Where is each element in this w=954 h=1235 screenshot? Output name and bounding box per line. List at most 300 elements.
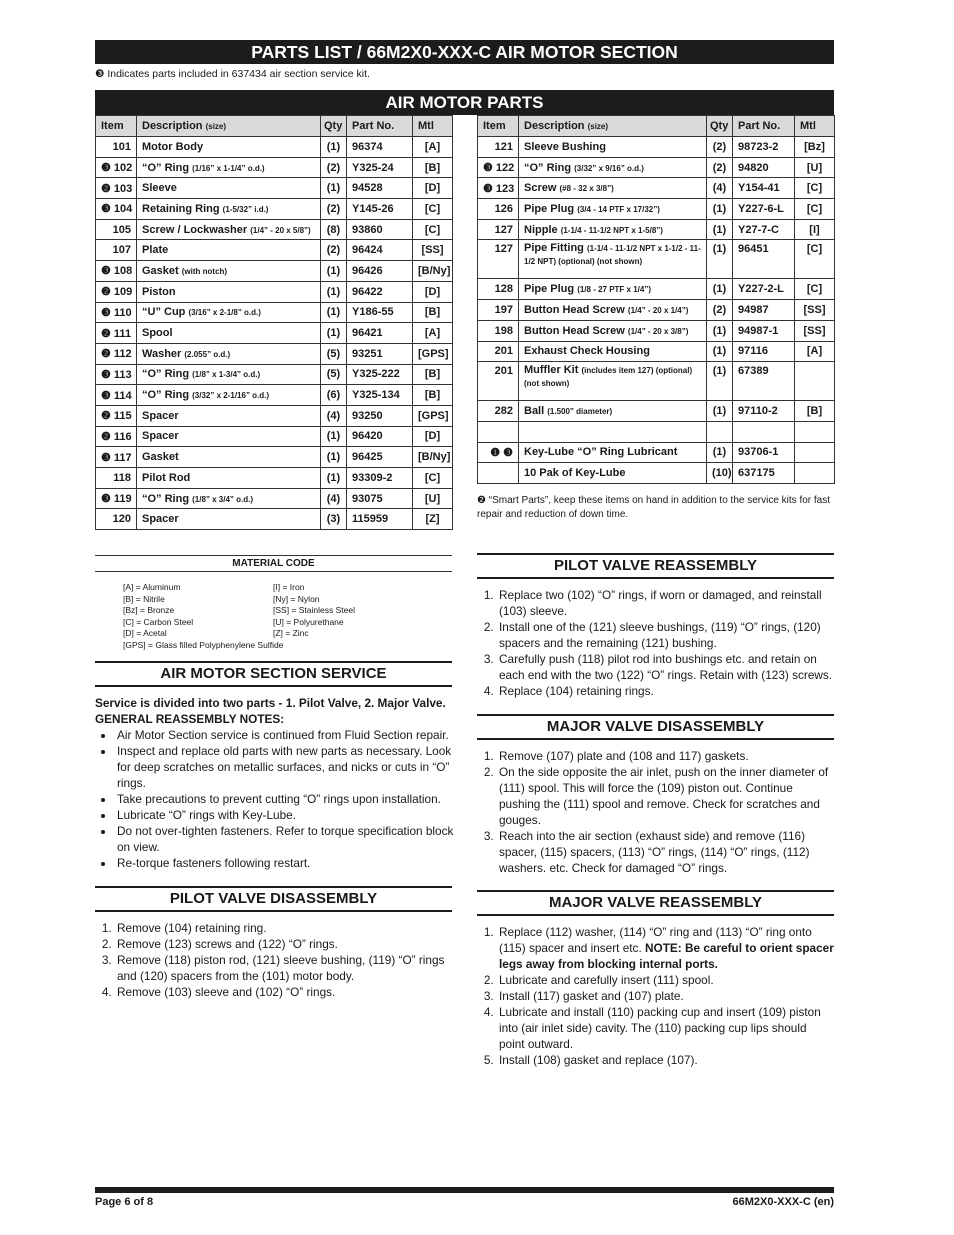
part-number-cell: Y27-7-C bbox=[733, 219, 795, 240]
material-code-entry: [B] = Nitrile bbox=[123, 593, 165, 604]
item-cell: ❷ 109 bbox=[96, 281, 137, 302]
description-text: “O” Ring bbox=[142, 368, 190, 381]
pilot-disassembly-body bbox=[95, 920, 452, 1000]
description-text: Spacer bbox=[142, 430, 179, 443]
part-number-cell: Y325-24 bbox=[347, 157, 413, 178]
description-text: Screw / Lockwasher bbox=[142, 223, 248, 236]
description-cell bbox=[519, 279, 707, 300]
pilot-reassembly-body bbox=[477, 587, 834, 699]
item-cell: 127 bbox=[478, 240, 519, 279]
table-row bbox=[478, 300, 835, 321]
parts-table-left bbox=[95, 115, 453, 530]
item-cell: ❸ 114 bbox=[96, 385, 137, 406]
part-number-cell: 96425 bbox=[347, 447, 413, 468]
part-number-cell: 93309-2 bbox=[347, 468, 413, 489]
qty-cell: (8) bbox=[321, 219, 347, 240]
table-row bbox=[96, 178, 453, 199]
description-text: Sleeve bbox=[142, 182, 177, 195]
material-cell: [GPS] bbox=[413, 343, 453, 364]
major-disassembly-body bbox=[477, 748, 834, 876]
material-cell: [C] bbox=[413, 219, 453, 240]
description-text: Sleeve Bushing bbox=[524, 140, 606, 153]
col-item: Item bbox=[96, 116, 137, 137]
description-text: Washer bbox=[142, 347, 182, 360]
qty-cell: (3) bbox=[321, 509, 347, 530]
part-number-cell: 94987 bbox=[733, 300, 795, 321]
qty-cell: (4) bbox=[707, 178, 733, 199]
table-row bbox=[96, 157, 453, 178]
material-code-entry: [Bz] = Bronze bbox=[123, 605, 175, 615]
service-body bbox=[95, 695, 455, 871]
col-description: Description (size) bbox=[519, 116, 707, 137]
description-cell bbox=[137, 385, 321, 406]
service-notes-heading: GENERAL REASSEMBLY NOTES: bbox=[95, 712, 285, 726]
item-cell: 126 bbox=[478, 199, 519, 220]
qty-cell: (1) bbox=[707, 219, 733, 240]
table-row bbox=[96, 240, 453, 261]
item-cell: ❸ 110 bbox=[96, 302, 137, 323]
description-text: Gasket bbox=[142, 451, 179, 464]
part-number-cell: 96420 bbox=[347, 426, 413, 447]
list-item: 4. Remove (103) sleeve and (102) “O” rings. bbox=[115, 984, 452, 1000]
part-number-cell: Y145-26 bbox=[347, 199, 413, 220]
part-number-cell: 94528 bbox=[347, 178, 413, 199]
table-row bbox=[96, 281, 453, 302]
description-text: Spacer bbox=[142, 409, 179, 422]
col-part: Part No. bbox=[733, 116, 795, 137]
description-cell bbox=[137, 468, 321, 489]
part-number-cell: 96426 bbox=[347, 261, 413, 282]
qty-cell: (1) bbox=[707, 240, 733, 279]
description-cell bbox=[519, 240, 707, 279]
description-text: Exhaust Check Housing bbox=[524, 345, 650, 358]
qty-cell: (5) bbox=[321, 364, 347, 385]
description-text: Piston bbox=[142, 285, 176, 298]
item-cell: 282 bbox=[478, 401, 519, 422]
list-item: • Re-torque fasteners following restart. bbox=[115, 855, 455, 871]
col-description: Description (size) bbox=[137, 116, 321, 137]
list-item: 2. On the side opposite the air inlet, push on the inner diameter of (111) spool. This will force the (109) piston out. Continue pushing the (111) spool and remove. Check for scratches and gouges. bbox=[497, 764, 834, 828]
size-text: (1/8” x 3/4” o.d.) bbox=[192, 494, 254, 504]
item-cell: ❷ 112 bbox=[96, 343, 137, 364]
description-cell bbox=[137, 447, 321, 468]
size-text: (1-1/4 - 11-1/2 NPT x 1-5/8”) bbox=[560, 225, 663, 235]
item-cell: 197 bbox=[478, 300, 519, 321]
item-cell: 120 bbox=[96, 509, 137, 530]
table-row bbox=[96, 468, 453, 489]
smart-parts-note: ❷ “Smart Parts”, keep these items on hand in addition to the service kits for fast repair and reduction of down time. bbox=[477, 495, 831, 520]
list-item: 1. Remove (107) plate and (108 and 117) gaskets. bbox=[497, 748, 834, 764]
list-item: 2. Install one of the (121) sleeve bushings, (119) “O” rings, (120) spacers and the remaining (121) bushing. bbox=[497, 619, 834, 651]
item-cell: 101 bbox=[96, 137, 137, 158]
description-text: Button Head Screw bbox=[524, 303, 625, 316]
material-cell bbox=[795, 362, 835, 401]
item-cell: ❷ 103 bbox=[96, 178, 137, 199]
description-cell bbox=[137, 302, 321, 323]
description-text: Muffler Kit bbox=[524, 364, 579, 377]
list-item: 3. Reach into the air section (exhaust side) and remove (116) spacer, (115) spacers, (113) “O” rings, (114) “O” rings, (112) washers. etc. Check for damaged “O” rings. bbox=[497, 828, 834, 876]
material-cell: [C] bbox=[795, 240, 835, 279]
item-cell: ❸ 117 bbox=[96, 447, 137, 468]
service-intro: Service is divided into two parts - 1. Pilot Valve, 2. Major Valve. bbox=[95, 696, 446, 710]
table-row bbox=[478, 279, 835, 300]
pilot-disassembly-heading: PILOT VALVE DISASSEMBLY bbox=[95, 886, 452, 912]
table-row bbox=[478, 240, 835, 279]
material-code-entry: [Z] = Zinc bbox=[273, 628, 309, 638]
list-item: • Inspect and replace old parts with new parts as necessary. Look for deep scratches on metallic surfaces, and nicks or cuts in “O” rings. bbox=[115, 743, 455, 791]
description-cell bbox=[519, 442, 707, 463]
description-cell bbox=[137, 426, 321, 447]
description-cell bbox=[519, 219, 707, 240]
material-cell: [I] bbox=[795, 219, 835, 240]
qty-cell: (1) bbox=[707, 442, 733, 463]
list-item: • Lubricate “O” rings with Key-Lube. bbox=[115, 807, 455, 823]
description-cell bbox=[137, 178, 321, 199]
material-code-entry: [SS] = Stainless Steel bbox=[273, 605, 355, 615]
description-text: Spool bbox=[142, 327, 173, 340]
description-cell bbox=[519, 199, 707, 220]
part-number-cell: 96424 bbox=[347, 240, 413, 261]
qty-cell: (1) bbox=[321, 261, 347, 282]
description-text: Spacer bbox=[142, 513, 179, 526]
material-cell: [C] bbox=[795, 199, 835, 220]
qty-cell: (10) bbox=[707, 463, 733, 484]
list-item: 4. Replace (104) retaining rings. bbox=[497, 683, 834, 699]
material-cell: [C] bbox=[413, 468, 453, 489]
table-row bbox=[96, 488, 453, 509]
description-cell bbox=[137, 281, 321, 302]
description-cell bbox=[137, 343, 321, 364]
table-row bbox=[478, 178, 835, 199]
description-text: Pipe Plug bbox=[524, 283, 575, 296]
size-text: (1-5/32” i.d.) bbox=[222, 204, 269, 214]
qty-cell: (2) bbox=[707, 137, 733, 158]
item-cell: ❶ ❸ bbox=[478, 442, 519, 463]
major-reassembly-steps bbox=[477, 924, 834, 1068]
table-row bbox=[478, 421, 835, 442]
material-cell bbox=[795, 442, 835, 463]
description-text: Plate bbox=[142, 244, 169, 257]
description-cell bbox=[137, 199, 321, 220]
part-number-cell: Y186-55 bbox=[347, 302, 413, 323]
table-row bbox=[96, 261, 453, 282]
col-item: Item bbox=[478, 116, 519, 137]
table-row bbox=[96, 509, 453, 530]
table-row bbox=[478, 157, 835, 178]
part-number-cell: 96374 bbox=[347, 137, 413, 158]
qty-cell: (2) bbox=[321, 240, 347, 261]
item-cell bbox=[478, 463, 519, 484]
material-cell: [C] bbox=[413, 199, 453, 220]
part-number-cell: 93251 bbox=[347, 343, 413, 364]
qty-cell: (1) bbox=[321, 281, 347, 302]
description-cell bbox=[137, 261, 321, 282]
description-cell bbox=[519, 341, 707, 362]
description-cell bbox=[519, 137, 707, 158]
description-text: Gasket bbox=[142, 264, 179, 277]
material-cell: [B/Ny] bbox=[413, 261, 453, 282]
part-number-cell bbox=[733, 421, 795, 442]
col-mtl: Mtl bbox=[795, 116, 835, 137]
qty-cell: (2) bbox=[321, 157, 347, 178]
item-cell: ❸ 102 bbox=[96, 157, 137, 178]
material-cell: [C] bbox=[795, 279, 835, 300]
description-text: Screw bbox=[524, 182, 557, 195]
part-number-cell: 98723-2 bbox=[733, 137, 795, 158]
description-cell bbox=[137, 364, 321, 385]
part-number-cell: 67389 bbox=[733, 362, 795, 401]
qty-cell: (1) bbox=[707, 362, 733, 401]
description-text: 10 Pak of Key-Lube bbox=[524, 467, 626, 480]
description-cell bbox=[519, 300, 707, 321]
part-number-cell: 93706-1 bbox=[733, 442, 795, 463]
list-item: 1. Remove (104) retaining ring. bbox=[115, 920, 452, 936]
description-cell bbox=[519, 401, 707, 422]
description-cell bbox=[519, 320, 707, 341]
description-text: “O” Ring bbox=[142, 161, 190, 174]
description-cell bbox=[519, 421, 707, 442]
table-row bbox=[96, 343, 453, 364]
major-disassembly-steps bbox=[477, 748, 834, 876]
list-item: • Take precautions to prevent cutting “O” rings upon installation. bbox=[115, 791, 455, 807]
material-cell: [A] bbox=[795, 341, 835, 362]
description-cell bbox=[137, 323, 321, 344]
pilot-reassembly-heading: PILOT VALVE REASSEMBLY bbox=[477, 553, 834, 579]
item-cell: ❸ 123 bbox=[478, 178, 519, 199]
item-cell: ❷ 116 bbox=[96, 426, 137, 447]
description-text: Ball bbox=[524, 405, 545, 418]
material-cell: [B] bbox=[795, 401, 835, 422]
item-cell: 128 bbox=[478, 279, 519, 300]
material-cell: [D] bbox=[413, 281, 453, 302]
parts-table-right bbox=[477, 115, 835, 484]
description-cell bbox=[137, 219, 321, 240]
table-row bbox=[478, 219, 835, 240]
table-row bbox=[96, 219, 453, 240]
major-reassembly-heading: MAJOR VALVE REASSEMBLY bbox=[477, 890, 834, 916]
qty-cell bbox=[707, 421, 733, 442]
size-text: (1/4” - 20 x 1/4”) bbox=[627, 305, 689, 315]
table-row bbox=[478, 199, 835, 220]
size-text: (with notch) bbox=[181, 266, 228, 276]
material-code-entry: [A] = Aluminum bbox=[123, 582, 181, 592]
qty-cell: (2) bbox=[707, 300, 733, 321]
description-cell bbox=[137, 509, 321, 530]
description-text: Pipe Fitting bbox=[524, 242, 584, 255]
pilot-reassembly-steps bbox=[477, 587, 834, 699]
material-cell: [C] bbox=[795, 178, 835, 199]
item-cell: ❸ 108 bbox=[96, 261, 137, 282]
item-cell: 201 bbox=[478, 362, 519, 401]
page-number: Page 6 of 8 bbox=[95, 1196, 154, 1208]
description-text: Nipple bbox=[524, 223, 558, 236]
material-cell: [B] bbox=[413, 364, 453, 385]
footer-rule bbox=[95, 1187, 834, 1193]
item-cell: ❷ 115 bbox=[96, 405, 137, 426]
material-code-entry: [U] = Polyurethane bbox=[273, 616, 344, 627]
list-item: 1. Replace two (102) “O” rings, if worn or damaged, and reinstall (103) sleeve. bbox=[497, 587, 834, 619]
item-cell bbox=[478, 421, 519, 442]
major-reassembly-body bbox=[477, 924, 834, 1068]
part-number-cell: 96421 bbox=[347, 323, 413, 344]
size-text: (3/32” x 9/16” o.d.) bbox=[574, 163, 644, 173]
page-title: PARTS LIST / 66M2X0-XXX-C AIR MOTOR SECTION bbox=[95, 40, 834, 64]
item-cell: ❸ 104 bbox=[96, 199, 137, 220]
size-text: (1/4” - 20 x 5/8”) bbox=[250, 225, 311, 235]
col-qty: Qty bbox=[321, 116, 347, 137]
part-number-cell: Y227-6-L bbox=[733, 199, 795, 220]
part-number-cell: 94820 bbox=[733, 157, 795, 178]
description-cell bbox=[519, 463, 707, 484]
description-cell bbox=[137, 405, 321, 426]
item-cell: ❸ 119 bbox=[96, 488, 137, 509]
description-text: Pilot Rod bbox=[142, 471, 191, 484]
description-cell bbox=[137, 488, 321, 509]
size-text: (2.055” o.d.) bbox=[184, 349, 231, 359]
list-item: 5. Install (108) gasket and replace (107). bbox=[497, 1052, 834, 1068]
table-row bbox=[478, 463, 835, 484]
part-number-cell: 93860 bbox=[347, 219, 413, 240]
list-item: 4. Lubricate and install (110) packing cup and insert (109) piston into (air inlet side) cavity. The (110) packing cup lips should point outward. bbox=[497, 1004, 834, 1052]
parts-section-title: AIR MOTOR PARTS bbox=[95, 90, 834, 115]
item-cell: 107 bbox=[96, 240, 137, 261]
table-row bbox=[96, 426, 453, 447]
description-text: “O” Ring bbox=[142, 492, 190, 505]
list-item: 3. Carefully push (118) pilot rod into bushings etc. and retain on each end with the two (122) “O” rings. Retain with (123) screws. bbox=[497, 651, 834, 683]
table-row bbox=[96, 323, 453, 344]
description-text: Pipe Plug bbox=[524, 202, 575, 215]
qty-cell: (1) bbox=[707, 341, 733, 362]
col-qty: Qty bbox=[707, 116, 733, 137]
table-row bbox=[478, 137, 835, 158]
list-item: 2. Lubricate and carefully insert (111) spool. bbox=[497, 972, 834, 988]
material-code-entry: [I] = Iron bbox=[273, 582, 305, 592]
material-cell: [D] bbox=[413, 426, 453, 447]
list-item: 2. Remove (123) screws and (122) “O” rings. bbox=[115, 936, 452, 952]
major-disassembly-heading: MAJOR VALVE DISASSEMBLY bbox=[477, 714, 834, 740]
table-row bbox=[96, 405, 453, 426]
item-cell: ❷ 111 bbox=[96, 323, 137, 344]
table-row bbox=[478, 362, 835, 401]
table-row bbox=[478, 442, 835, 463]
material-cell: [GPS] bbox=[413, 405, 453, 426]
material-cell: [B] bbox=[413, 157, 453, 178]
size-text: (1-1/4 - 11-1/2 NPT x 1-1/2 - 11-1/2 NPT) (optional) (not shown) bbox=[524, 244, 701, 267]
material-code-left bbox=[123, 582, 283, 651]
list-item: 1. Replace (112) washer, (114) “O” ring and (113) “O” ring onto (115) spacer and insert etc. NOTE: Be careful to orient spacer legs away from blocking internal ports. bbox=[497, 924, 834, 972]
qty-cell: (2) bbox=[707, 157, 733, 178]
item-cell: ❸ 122 bbox=[478, 157, 519, 178]
qty-cell: (1) bbox=[321, 137, 347, 158]
table-row bbox=[478, 341, 835, 362]
size-text: (1/16” x 1-1/4” o.d.) bbox=[192, 163, 265, 173]
material-code-entry: [D] = Acetal bbox=[123, 628, 167, 638]
pilot-disassembly-steps bbox=[95, 920, 452, 1000]
table-row bbox=[96, 302, 453, 323]
description-text: Button Head Screw bbox=[524, 324, 625, 337]
qty-cell: (5) bbox=[321, 343, 347, 364]
table-row bbox=[96, 364, 453, 385]
qty-cell: (1) bbox=[707, 199, 733, 220]
qty-cell: (1) bbox=[707, 279, 733, 300]
part-number-cell: Y325-222 bbox=[347, 364, 413, 385]
material-cell: [Z] bbox=[413, 509, 453, 530]
qty-cell: (1) bbox=[707, 401, 733, 422]
list-item: • Air Motor Section service is continued from Fluid Section repair. bbox=[115, 727, 455, 743]
material-cell bbox=[795, 421, 835, 442]
part-number-cell: Y227-2-L bbox=[733, 279, 795, 300]
item-cell: 198 bbox=[478, 320, 519, 341]
item-cell: 201 bbox=[478, 341, 519, 362]
description-cell bbox=[137, 137, 321, 158]
material-code-right bbox=[273, 582, 355, 640]
description-text: “O” Ring bbox=[524, 161, 572, 174]
table-row bbox=[96, 137, 453, 158]
qty-cell: (1) bbox=[321, 447, 347, 468]
part-number-cell: 96451 bbox=[733, 240, 795, 279]
qty-cell: (6) bbox=[321, 385, 347, 406]
size-text: (3/4 - 14 PTF x 17/32”) bbox=[577, 204, 660, 214]
item-cell: ❸ 113 bbox=[96, 364, 137, 385]
material-cell: [B] bbox=[413, 302, 453, 323]
material-cell: [B] bbox=[413, 385, 453, 406]
part-number-cell: 637175 bbox=[733, 463, 795, 484]
size-text: (#8 - 32 x 3/8”) bbox=[559, 184, 614, 194]
size-text: (3/32” x 2-1/16” o.d.) bbox=[192, 391, 270, 401]
table-row bbox=[96, 447, 453, 468]
size-text: (1.500” diameter) bbox=[547, 407, 613, 417]
part-number-cell: Y325-134 bbox=[347, 385, 413, 406]
service-notes-list bbox=[95, 727, 455, 871]
part-number-cell: 97110-2 bbox=[733, 401, 795, 422]
material-cell: [D] bbox=[413, 178, 453, 199]
qty-cell: (1) bbox=[321, 426, 347, 447]
table-row bbox=[478, 401, 835, 422]
material-code-entry: [C] = Carbon Steel bbox=[123, 616, 194, 627]
list-item: 3. Install (117) gasket and (107) plate. bbox=[497, 988, 834, 1004]
list-item: • Do not over-tighten fasteners. Refer to torque specification block on view. bbox=[115, 823, 455, 855]
description-cell bbox=[519, 178, 707, 199]
part-number-cell: 93250 bbox=[347, 405, 413, 426]
description-cell bbox=[137, 157, 321, 178]
col-mtl: Mtl bbox=[413, 116, 453, 137]
part-number-cell: Y154-41 bbox=[733, 178, 795, 199]
part-number-cell: 93075 bbox=[347, 488, 413, 509]
item-cell: 118 bbox=[96, 468, 137, 489]
qty-cell: (1) bbox=[321, 323, 347, 344]
material-cell: [U] bbox=[413, 488, 453, 509]
material-cell: [B/Ny] bbox=[413, 447, 453, 468]
part-number-cell: 97116 bbox=[733, 341, 795, 362]
size-text: (1/4” - 20 x 3/8”) bbox=[627, 326, 689, 336]
qty-cell: (4) bbox=[321, 488, 347, 509]
description-text: Motor Body bbox=[142, 140, 204, 153]
material-code-title: MATERIAL CODE bbox=[95, 555, 452, 572]
qty-cell: (4) bbox=[321, 405, 347, 426]
size-text: (3/16” x 2-1/8” o.d.) bbox=[188, 308, 261, 318]
kit-note: ❸ Indicates parts included in 637434 air section service kit. bbox=[95, 68, 370, 80]
description-text: “U” Cup bbox=[142, 306, 186, 319]
item-cell: 127 bbox=[478, 219, 519, 240]
material-cell: [A] bbox=[413, 137, 453, 158]
description-cell bbox=[137, 240, 321, 261]
description-text: “O” Ring bbox=[142, 389, 190, 402]
material-code-entry: [Ny] = Nylon bbox=[273, 593, 320, 604]
material-cell: [U] bbox=[795, 157, 835, 178]
qty-cell: (1) bbox=[321, 178, 347, 199]
qty-cell: (1) bbox=[707, 320, 733, 341]
col-part: Part No. bbox=[347, 116, 413, 137]
